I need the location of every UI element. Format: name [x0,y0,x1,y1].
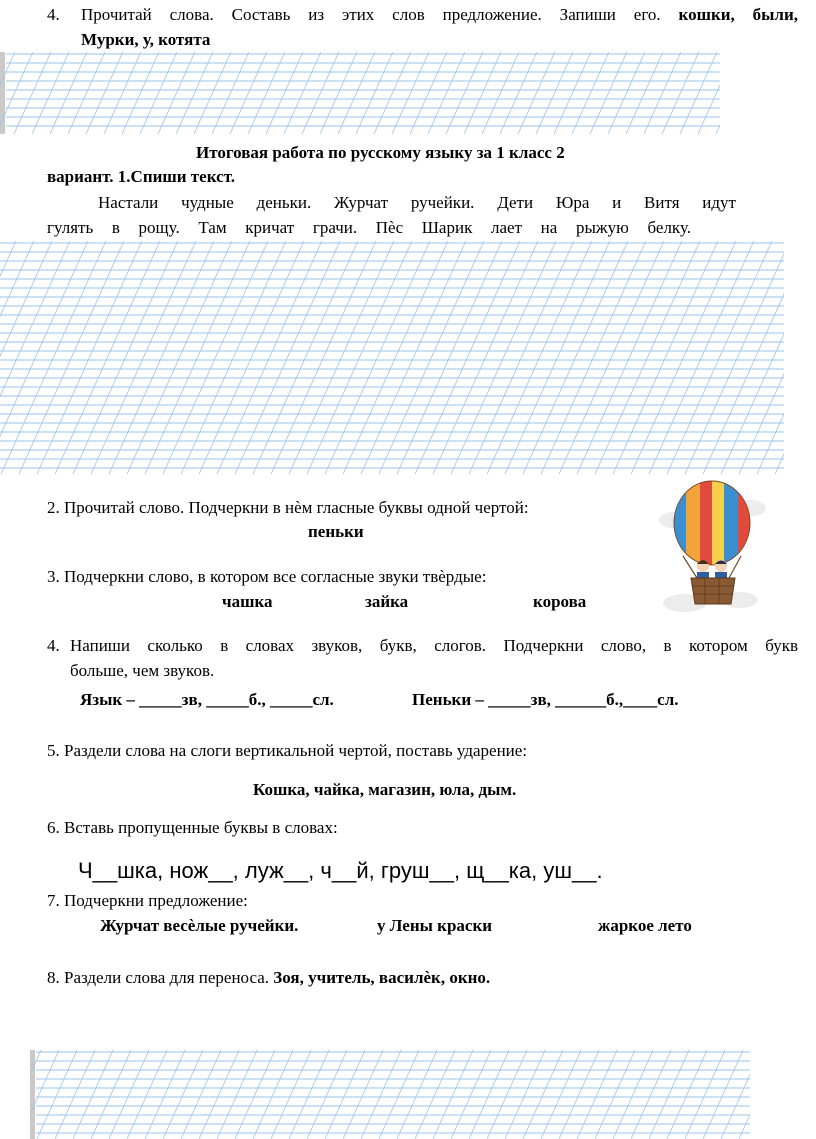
slant-guide [271,1050,311,1139]
slant-guide [703,1050,743,1139]
slant-guide [685,241,784,474]
slant-guide [127,241,232,474]
slant-guide [433,241,538,474]
task3-instruction: 3. Подчеркни слово, в котором все согласные звуки твѐрдые: [47,567,487,586]
slant-guide [559,1050,599,1139]
copy-text-line1: Настали чудные деньки. Журчат ручейки. Дети Юра и Витя идут [98,193,736,212]
slant-guide [428,52,465,134]
slant-guide [554,52,591,134]
slant-guide [0,241,16,474]
slant-guide [289,241,394,474]
slant-guide [680,52,717,134]
task3-word-1[interactable]: чашка [222,592,273,611]
page-title: Итоговая работа по русскому языку за 1 класс 2 [196,143,565,162]
slant-guide [307,1050,347,1139]
slant-guide [253,241,358,474]
slant-guide [505,241,610,474]
slant-guide [577,1050,617,1139]
slant-guide [379,1050,419,1139]
slant-guide [469,241,574,474]
slant-guide [266,52,303,134]
slant-guide [433,1050,473,1139]
task6-words[interactable]: Ч__шка, нож__, луж__, ч__й, груш__, щ__ка, уш__. [78,858,603,883]
slant-guide [302,52,339,134]
slant-guide [343,241,448,474]
slant-guide [122,52,159,134]
slant-guide [1,241,106,474]
copy-task-heading: вариант. 1.Спиши текст. [47,167,235,186]
slant-guide [181,241,286,474]
task6-instruction: 6. Вставь пропущенные буквы в словах: [47,818,338,837]
task4-number: 4. [47,5,60,24]
slant-guide [104,52,141,134]
slant-guide [235,241,340,474]
task7-option-2[interactable]: у Лены краски [377,916,493,935]
slant-guide [595,1050,635,1139]
task4-instruction [81,5,798,25]
task4b-item-1[interactable]: Язык – _____зв, _____б., _____сл. [80,690,334,709]
slant-guide [325,1050,365,1139]
slant-guide [649,1050,689,1139]
task8 [47,968,490,988]
slant-guide [500,52,537,134]
slant-guide [379,241,484,474]
task4b-line2: больше, чем звуков. [70,661,215,680]
slant-guide [140,52,177,134]
slant-guide [248,52,285,134]
slant-guide [374,52,411,134]
slant-guide [86,52,123,134]
slant-guide [631,1050,671,1139]
writing-area-2[interactable] [0,241,784,474]
slant-guide [181,1050,221,1139]
slant-guide [392,52,429,134]
slant-guide [127,1050,167,1139]
slant-guide [19,241,124,474]
slant-guide [253,1050,293,1139]
slant-guide [397,1050,437,1139]
task7-option-3[interactable]: жаркое лето [598,916,692,935]
slant-guide [145,241,250,474]
slant-guide [518,52,555,134]
slant-guide [325,241,430,474]
ruling-lines-2 [0,241,784,474]
slant-guide [446,52,483,134]
ruling-lines-3 [30,1050,750,1139]
slant-guide [307,241,412,474]
slant-guide [541,241,646,474]
slant-guide [523,1050,563,1139]
slant-guide [338,52,375,134]
slant-guide [469,1050,509,1139]
slant-guide [608,52,645,134]
slant-guide [217,1050,257,1139]
slant-guide [644,52,681,134]
slant-guide [163,241,268,474]
task4-words-line2: Мурки, у, котята [81,30,211,49]
slant-guide [667,1050,707,1139]
slant-guide [199,1050,239,1139]
slant-guide [505,1050,545,1139]
task3-word-3[interactable]: корова [533,592,587,611]
slant-guide [523,241,628,474]
slant-guide [271,241,376,474]
task8-instruction: 8. Раздели слова для переноса. [47,968,270,987]
slant-guide [55,241,160,474]
slant-guide [343,1050,383,1139]
task4-instruction-text: Прочитай слова. Составь из этих слов предложение. Запиши его. [81,5,661,24]
slant-guide [451,241,556,474]
slant-guide [235,1050,275,1139]
slant-guide [320,52,357,134]
task4b-item-2[interactable]: Пеньки – _____зв, ______б.,____сл. [412,690,679,709]
slant-guide [482,52,519,134]
slant-guide [68,52,105,134]
task2-instruction: 2. Прочитай слово. Подчеркни в нѐм гласные буквы одной чертой: [47,498,529,517]
slant-guide [721,1050,750,1139]
task5-instruction: 5. Раздели слова на слоги вертикальной чертой, поставь ударение: [47,741,528,760]
slant-guide [37,241,142,474]
slant-guide [109,1050,149,1139]
slant-guide [32,52,69,134]
slant-guide [757,241,784,474]
task7-option-1[interactable]: Журчат весѐлые ручейки. [100,916,299,935]
slant-guide [662,52,699,134]
slant-guide [631,241,736,474]
task7-instruction: 7. Подчеркни предложение: [47,891,248,910]
slant-guide [451,1050,491,1139]
slant-guide [217,241,322,474]
slant-guide [361,241,466,474]
slant-guide [158,52,195,134]
slant-guide [667,241,772,474]
slant-guide [289,1050,329,1139]
slant-guide [536,52,573,134]
slant-guide [487,1050,527,1139]
slant-guide [14,52,51,134]
hot-air-balloon-icon [655,478,770,618]
slant-guide [91,1050,131,1139]
slant-guide [626,52,663,134]
copy-text-line2: гулять в рощу. Там кричат грачи. Пѐс Шарик лает на рыжую белку. [47,218,691,237]
slant-guide [55,1050,95,1139]
slant-guide [0,241,52,474]
task3-word-2[interactable]: зайка [365,592,409,611]
slant-guide [50,52,87,134]
task8-words[interactable]: Зоя, учитель, василѐк, окно. [273,968,491,987]
task5-words[interactable]: Кошка, чайка, магазин, юла, дым. [253,780,517,799]
slant-guide [572,52,609,134]
slant-guide [739,241,784,474]
task4b-number: 4. [47,636,60,655]
writing-area-1[interactable] [0,52,720,134]
slant-guide [37,1050,77,1139]
slant-guide [199,241,304,474]
slant-guide [577,241,682,474]
slant-guide [487,241,592,474]
slant-guide [415,1050,455,1139]
slant-guide [73,241,178,474]
slant-guide [649,241,754,474]
slant-guide [541,1050,581,1139]
slant-guide [613,241,718,474]
slant-guide [410,52,447,134]
slant-guide [613,1050,653,1139]
slant-guide [212,52,249,134]
slant-guide [163,1050,203,1139]
slant-guide [356,52,393,134]
slant-guide [397,241,502,474]
task2-word[interactable]: пеньки [308,522,364,541]
slant-guide [91,241,196,474]
slant-guide [775,241,784,474]
slant-guide [0,241,88,474]
slant-guide [145,1050,185,1139]
slant-guide [361,1050,401,1139]
writing-area-3[interactable] [30,1050,750,1139]
slant-guide [176,52,213,134]
slant-guide [698,52,720,134]
slant-guide [415,241,520,474]
task4-words-1: кошки, были, [678,5,799,24]
slant-guide [109,241,214,474]
slant-guide [464,52,501,134]
slant-guide [284,52,321,134]
slant-guide [230,52,267,134]
slant-guide [559,241,664,474]
task4b-line1: Напиши сколько в словах звуков, букв, слогов. Подчеркни слово, в котором букв [70,636,798,655]
slant-guide [73,1050,113,1139]
ruling-lines-1 [0,52,720,134]
slant-guide [590,52,627,134]
slant-guide [194,52,231,134]
slant-guide [595,241,700,474]
slant-guide [685,1050,725,1139]
slant-guide [703,241,784,474]
